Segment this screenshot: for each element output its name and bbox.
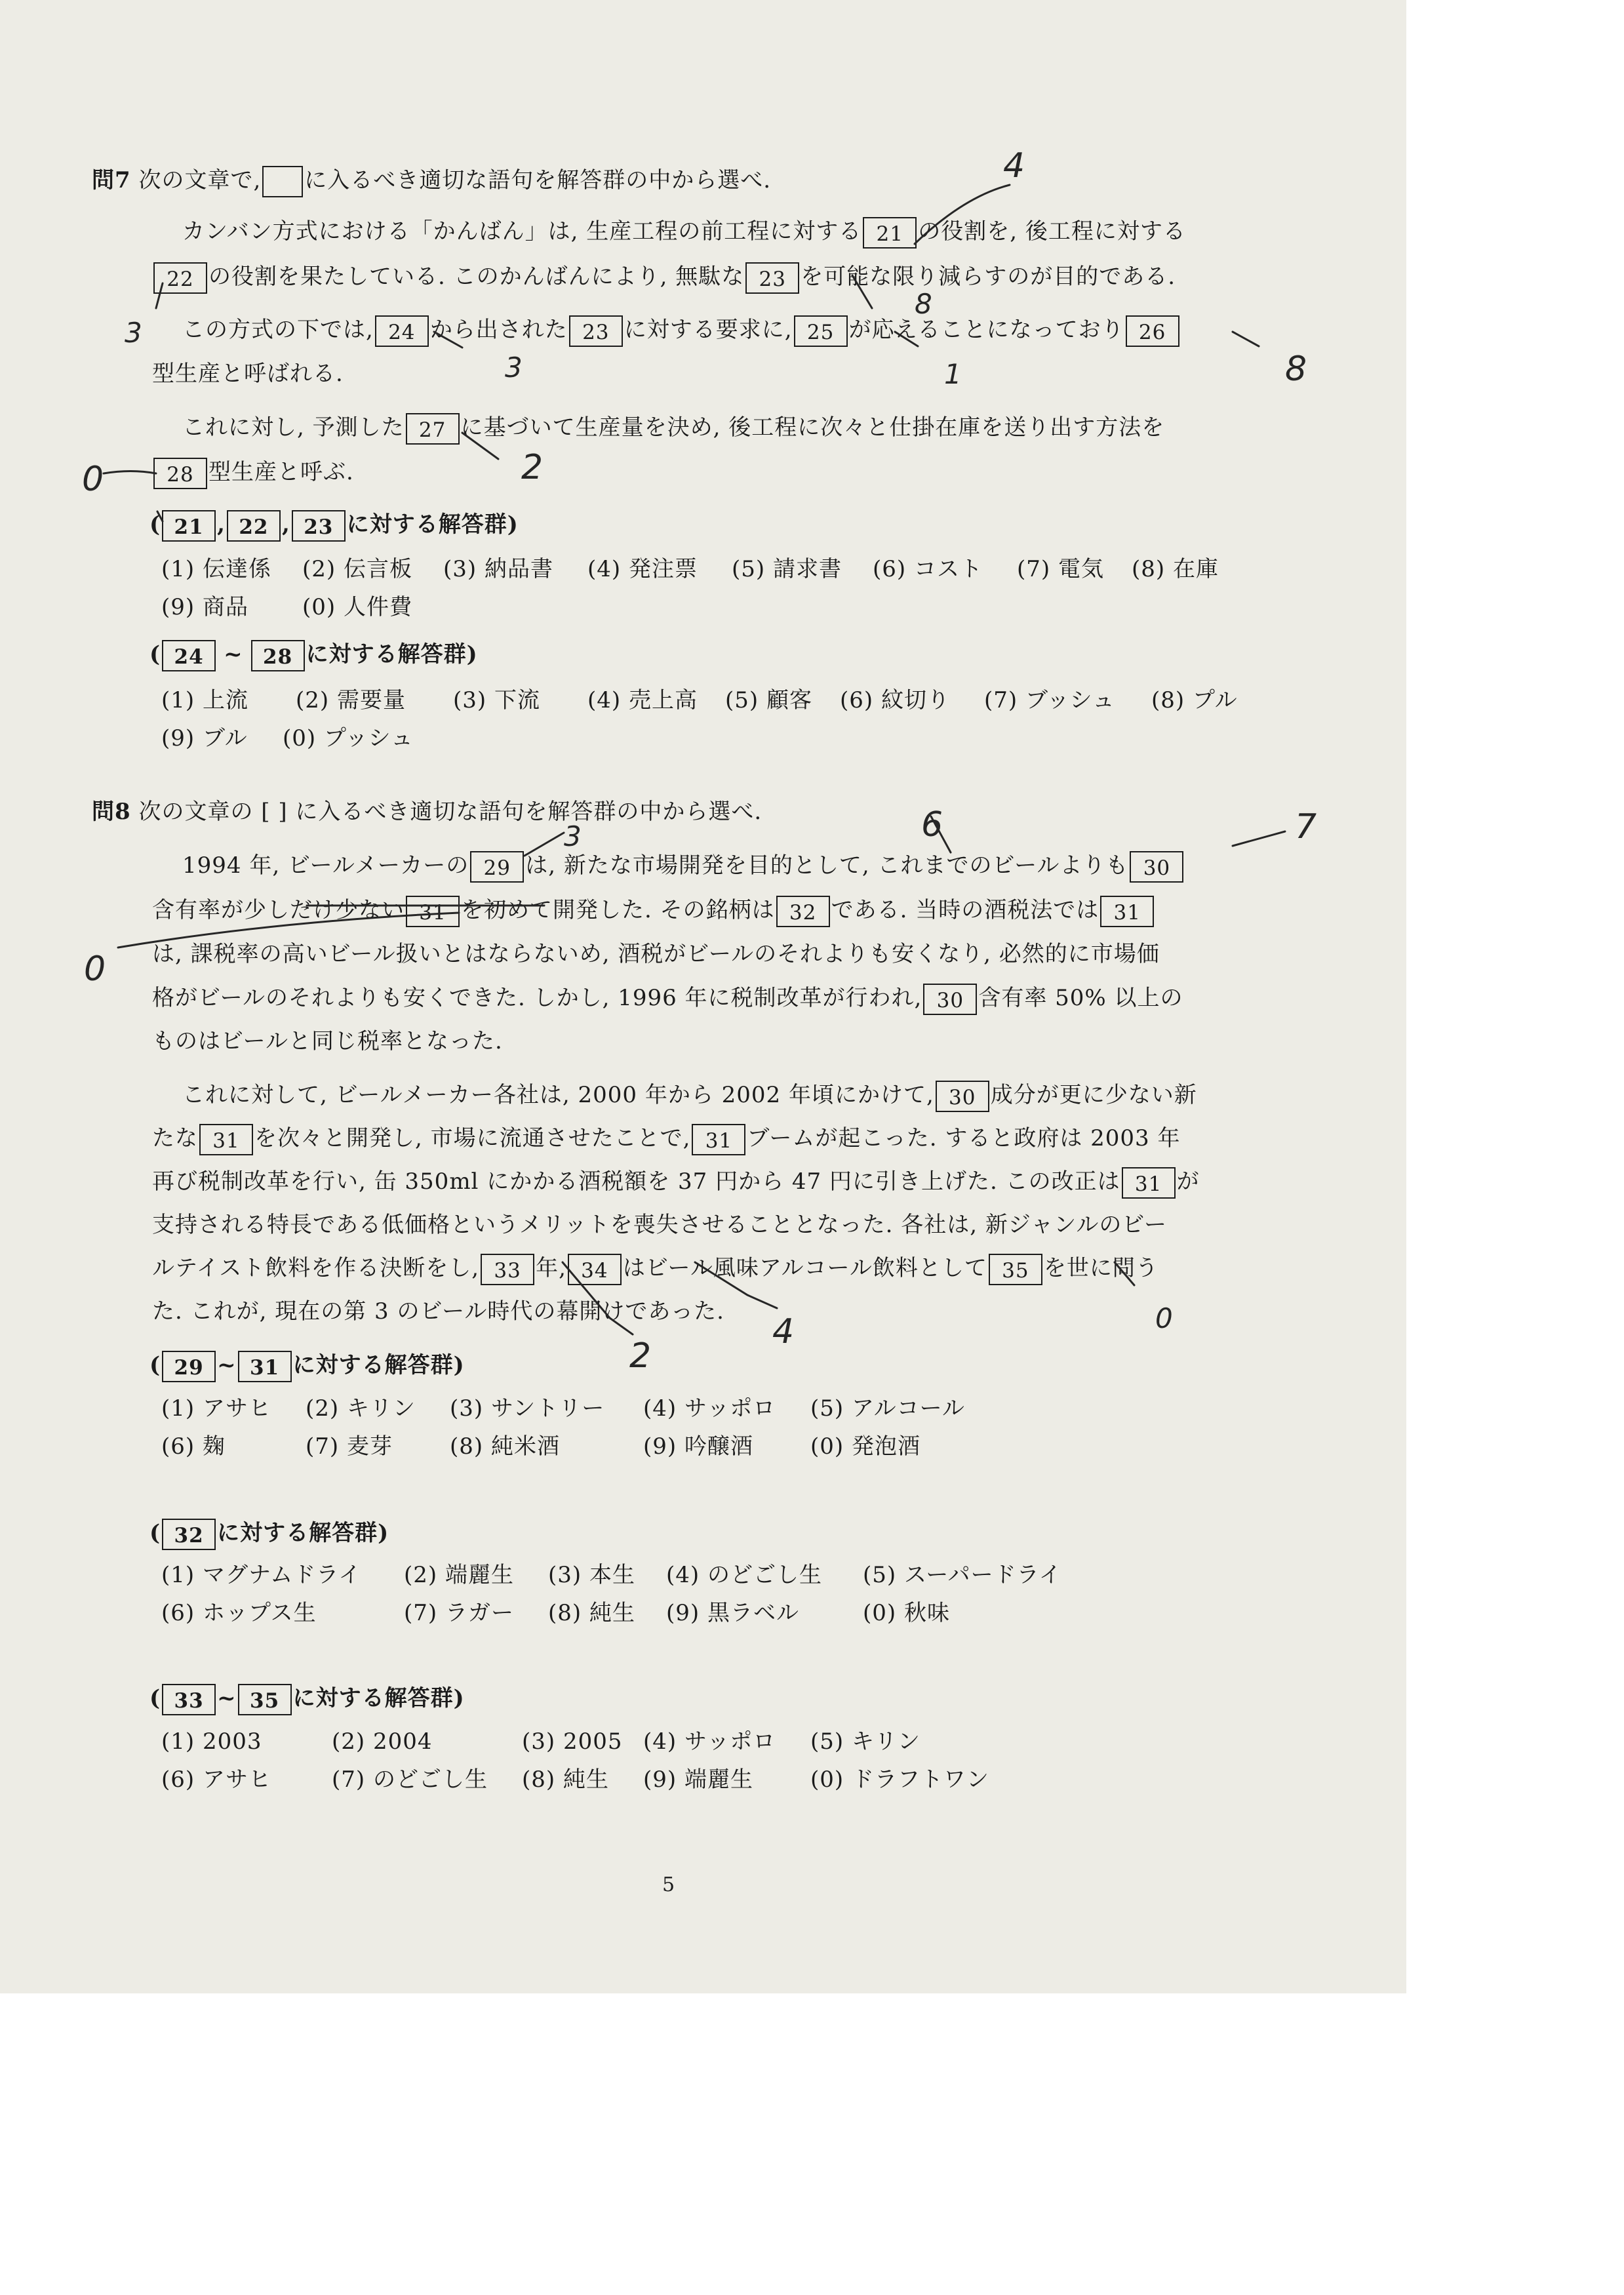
option[interactable]: (6) 紋切り (840, 687, 950, 713)
q8-instruction-text: 次の文章の [ ] に入るべき適切な語句を解答群の中から選べ. (138, 799, 762, 825)
handwritten-answer: 0 (84, 949, 106, 989)
q8-p1-line-4 (152, 978, 1183, 1018)
handwritten-answer: 0 (82, 460, 104, 499)
answer-box-30[interactable]: 30 (923, 984, 977, 1015)
q8-text: は, 新たな市場開発を目的として, これまでのビールよりも (525, 852, 1129, 879)
option[interactable]: (5) 請求書 (732, 556, 842, 582)
option[interactable]: (2) キリン (306, 1395, 416, 1422)
option[interactable]: (1) アサヒ (161, 1395, 271, 1422)
q8-text: 支持される特長である低価格というメリットを喪失させることとなった. 各社は, 新ジャンルのビー (152, 1212, 1167, 1238)
option[interactable]: (9) 商品 (161, 594, 248, 620)
answer-box-28: 28 (251, 640, 305, 671)
tilde: ~ (217, 1685, 237, 1711)
option[interactable]: (3) 本生 (548, 1562, 635, 1588)
option[interactable]: (7) 電気 (1017, 556, 1104, 582)
q7-text: この方式の下では, (182, 317, 374, 343)
answer-box-34[interactable]: 34 (568, 1254, 622, 1285)
option[interactable]: (4) 売上高 (587, 687, 698, 713)
q8-p1-line-3 (152, 934, 1160, 974)
paren: ( (149, 641, 161, 668)
option[interactable]: (3) 納品書 (443, 556, 553, 582)
option[interactable]: (7) ブッシュ (984, 687, 1115, 713)
q7-text: の役割を, 後工程に対する (918, 218, 1186, 245)
answer-box-31[interactable]: 31 (1122, 1167, 1176, 1199)
option[interactable]: (0) 人件費 (302, 594, 412, 620)
q8-instruction (92, 792, 762, 831)
q8-text: は, 課税率の高いビール扱いとはならないめ, 酒税がビールのそれよりも安くなり, 必然的に市場価 (152, 941, 1160, 967)
q8-p2-line-2 (152, 1119, 1180, 1158)
q8-text: た. これが, 現在の第 3 のビール時代の幕開けであった. (152, 1298, 724, 1325)
option[interactable]: (3) 2005 (522, 1728, 623, 1755)
q7-group2-header (149, 635, 478, 674)
q7-text-line-4 (152, 354, 344, 393)
q8-text: これに対して, ビールメーカー各社は, 2000 年から 2002 年頃にかけて, (182, 1082, 934, 1108)
paren: ( (149, 1685, 161, 1711)
option[interactable]: (3) 下流 (453, 687, 540, 713)
option[interactable]: (8) 在庫 (1132, 556, 1219, 582)
answer-box-23[interactable]: 23 (569, 315, 623, 347)
q8-text: が (1176, 1168, 1200, 1195)
q7-text-line-1 (182, 212, 1186, 251)
comma: , (217, 511, 226, 538)
q7-text-line-3 (182, 310, 1181, 349)
q7-text: の役割を果たしている. このかんばんにより, 無駄な (208, 264, 745, 290)
group-title: に対する解答群) (306, 641, 478, 668)
q8-p2-line-5 (152, 1248, 1159, 1288)
handwritten-answer: 4 (772, 1312, 795, 1351)
option[interactable]: (6) 麹 (161, 1433, 226, 1460)
q7-text: を可能な限り減らすのが目的である. (801, 264, 1176, 290)
q7-text: が応えることになっており (848, 317, 1124, 343)
q7-text: 型生産と呼ばれる. (152, 361, 344, 387)
option[interactable]: (1) 伝達係 (161, 556, 271, 582)
option[interactable]: (8) 純米酒 (450, 1433, 560, 1460)
answer-box-22[interactable]: 22 (153, 262, 207, 294)
answer-box-35[interactable]: 35 (989, 1254, 1042, 1285)
option[interactable]: (5) 顧客 (725, 687, 812, 713)
q7-text-line-5 (182, 408, 1164, 447)
answer-box-22: 22 (227, 510, 281, 542)
q8-text: 年, (536, 1255, 566, 1281)
q8-text: ものはビールと同じ税率となった. (152, 1028, 503, 1054)
q7-instruction-post: に入るべき適切な語句を解答群の中から選べ. (304, 167, 772, 193)
option[interactable]: (4) のどごし生 (666, 1562, 822, 1588)
q8-group1-header (149, 1346, 465, 1385)
q8-p2-line-4 (152, 1205, 1167, 1245)
handwritten-answer: 2 (629, 1336, 652, 1376)
q8-text: たな (152, 1125, 198, 1151)
answer-box-29[interactable]: 29 (470, 851, 524, 883)
option[interactable]: (7) 麦芽 (306, 1433, 393, 1460)
option[interactable]: (9) ブル (161, 725, 248, 751)
handwritten-answer: 8 (915, 288, 932, 320)
q8-p1-line-1 (182, 846, 1185, 885)
q8-text: はビール風味アルコール飲料として (622, 1255, 987, 1281)
tilde: ~ (217, 1352, 237, 1378)
q7-group1-options-row2 (161, 588, 412, 627)
handwritten-answer: 7 (1295, 807, 1317, 847)
option[interactable]: (5) アルコール (810, 1395, 965, 1422)
answer-box-27[interactable]: 27 (406, 413, 460, 445)
option[interactable]: (7) のどごし生 (332, 1766, 488, 1793)
q8-group2-options-row2 (161, 1593, 950, 1633)
handwritten-answer: 2 (521, 448, 544, 487)
q8-text: 再び税制改革を行い, 缶 350ml にかかる酒税額を 37 円から 47 円に引き上げた. この改正は (152, 1168, 1120, 1195)
q7-group1-header (149, 505, 519, 544)
q7-instruction-pre: 次の文章で, (138, 167, 262, 193)
q8-group3-options-row2 (161, 1760, 989, 1799)
answer-box-33: 33 (162, 1684, 216, 1715)
q8-p2-line-6 (152, 1292, 724, 1331)
q7-instruction (92, 161, 771, 200)
q8-group2-options-row1 (161, 1555, 1062, 1595)
q8-group1-options-row2 (161, 1427, 921, 1466)
answer-box-21: 21 (162, 510, 216, 542)
q7-group2-options-row1 (161, 681, 1238, 720)
group-title: に対する解答群) (292, 1685, 465, 1711)
option[interactable]: (1) マグナムドライ (161, 1562, 362, 1588)
option[interactable]: (6) コスト (873, 556, 983, 582)
q8-group3-options-row1 (161, 1722, 921, 1761)
paren: ( (149, 1352, 161, 1378)
q8-text: ブームが起こった. すると政府は 2003 年 (747, 1125, 1181, 1151)
option[interactable]: (1) 2003 (161, 1728, 262, 1755)
paren: ( (149, 511, 161, 538)
q7-text-line-6 (152, 452, 354, 492)
q7-text: に基づいて生産量を決め, 後工程に次々と仕掛在庫を送り出す方法を (460, 414, 1165, 441)
q7-text: これに対し, 予測した (182, 414, 405, 441)
option[interactable]: (9) 黒ラベル (666, 1600, 799, 1626)
option[interactable]: (8) 純生 (522, 1766, 609, 1793)
option[interactable]: (2) 2004 (332, 1728, 433, 1755)
answer-box-21[interactable]: 21 (863, 217, 917, 249)
blank-box (262, 166, 303, 197)
answer-box-30[interactable]: 30 (1130, 851, 1183, 883)
answer-box-23[interactable]: 23 (745, 262, 799, 294)
q8-text: である. 当時の酒税法では (831, 897, 1099, 923)
option[interactable]: (1) 上流 (161, 687, 248, 713)
q7-text: 型生産と呼ぶ. (208, 459, 354, 485)
answer-box-29: 29 (162, 1351, 216, 1382)
q8-text: を初めて開発した. その銘柄は (461, 897, 775, 923)
q7-text: に対する要求に, (624, 317, 793, 343)
page-number: 5 (662, 1873, 675, 1896)
q8-p2-line-3 (152, 1162, 1200, 1201)
answer-box-32: 32 (162, 1519, 216, 1550)
q8-p1-line-5 (152, 1022, 503, 1061)
q8-group2-header (149, 1513, 389, 1553)
handwritten-answer: 4 (1003, 146, 1025, 186)
paren: ( (149, 1520, 161, 1546)
handwritten-answer: 1 (944, 358, 962, 390)
q8-p1-line-2 (152, 890, 1155, 930)
option[interactable]: (9) 端麗生 (643, 1766, 753, 1793)
answer-box-23: 23 (292, 510, 346, 542)
answer-box-31[interactable]: 31 (199, 1124, 253, 1155)
q8-text: 含有率が少しだけ少ない (152, 897, 405, 923)
option[interactable]: (8) プル (1151, 687, 1238, 713)
option[interactable]: (0) 発泡酒 (810, 1433, 921, 1460)
q8-text: ルテイスト飲料を作る決断をし, (152, 1255, 480, 1281)
q8-group1-options-row1 (161, 1389, 965, 1428)
answer-box-24[interactable]: 24 (375, 315, 429, 347)
tilde: ~ (224, 641, 243, 668)
q7-group1-options-row1 (161, 549, 1219, 589)
answer-box-35: 35 (238, 1684, 292, 1715)
answer-box-31[interactable]: 31 (692, 1124, 745, 1155)
q8-text: 成分が更に少ない新 (990, 1082, 1197, 1108)
q8-text: 格がビールのそれよりも安くできた. しかし, 1996 年に税制改革が行われ, (152, 985, 922, 1011)
option[interactable]: (6) アサヒ (161, 1766, 271, 1793)
answer-box-31: 31 (238, 1351, 292, 1382)
option[interactable]: (4) サッポロ (643, 1395, 776, 1422)
q7-text-line-2 (152, 257, 1176, 296)
group-title: に対する解答群) (292, 1352, 465, 1378)
option[interactable]: (8) 純生 (548, 1600, 635, 1626)
option[interactable]: (4) サッポロ (643, 1728, 776, 1755)
comma: , (281, 511, 290, 538)
answer-box-32[interactable]: 32 (776, 896, 830, 927)
answer-box-31[interactable]: 31 (406, 896, 460, 927)
group-title: に対する解答群) (346, 511, 519, 538)
handwritten-answer: 8 (1285, 349, 1307, 389)
q8-text: 含有率 50% 以上の (978, 985, 1183, 1011)
option[interactable]: (4) 発注票 (587, 556, 698, 582)
handwritten-answer: 3 (564, 820, 582, 852)
q8-group3-header (149, 1679, 465, 1718)
group-title: に対する解答群) (217, 1520, 389, 1546)
option[interactable]: (2) 伝言板 (302, 556, 412, 582)
option[interactable]: (0) プッシュ (283, 725, 414, 751)
option[interactable]: (7) ラガー (404, 1600, 514, 1626)
q8-text: を世に問う (1043, 1255, 1159, 1281)
answer-box-31[interactable]: 31 (1100, 896, 1154, 927)
option[interactable]: (5) スーパードライ (863, 1562, 1062, 1588)
q8-p2-line-1 (182, 1075, 1197, 1115)
q7-label: 問7 (92, 167, 131, 193)
handwritten-answer: 3 (125, 317, 142, 349)
q8-label: 問8 (92, 799, 131, 825)
option[interactable]: (0) ドラフトワン (810, 1766, 989, 1793)
option[interactable]: (5) キリン (810, 1728, 921, 1755)
handwritten-answer: 3 (505, 351, 523, 384)
option[interactable]: (9) 吟醸酒 (643, 1433, 753, 1460)
option[interactable]: (3) サントリー (450, 1395, 605, 1422)
q7-text: カンバン方式における「かんばん」は, 生産工程の前工程に対する (182, 218, 862, 245)
option[interactable]: (2) 需要量 (296, 687, 406, 713)
q8-text: を次々と開発し, 市場に流通させたことで, (254, 1125, 691, 1151)
handwritten-answer: 0 (1155, 1302, 1173, 1334)
answer-box-33[interactable]: 33 (481, 1254, 534, 1285)
option[interactable]: (6) ホップス生 (161, 1600, 317, 1626)
answer-box-24: 24 (162, 640, 216, 671)
q8-text: 1994 年, ビールメーカーの (182, 852, 469, 879)
handwritten-answer: 6 (921, 805, 943, 845)
q7-text: から出された (429, 317, 568, 343)
answer-box-30[interactable]: 30 (936, 1081, 989, 1112)
answer-box-26[interactable]: 26 (1126, 315, 1179, 347)
q7-group2-options-row2 (161, 719, 414, 758)
answer-box-28[interactable]: 28 (153, 458, 207, 489)
option[interactable]: (0) 秋味 (863, 1600, 950, 1626)
answer-box-25[interactable]: 25 (794, 315, 848, 347)
option[interactable]: (2) 端麗生 (404, 1562, 514, 1588)
